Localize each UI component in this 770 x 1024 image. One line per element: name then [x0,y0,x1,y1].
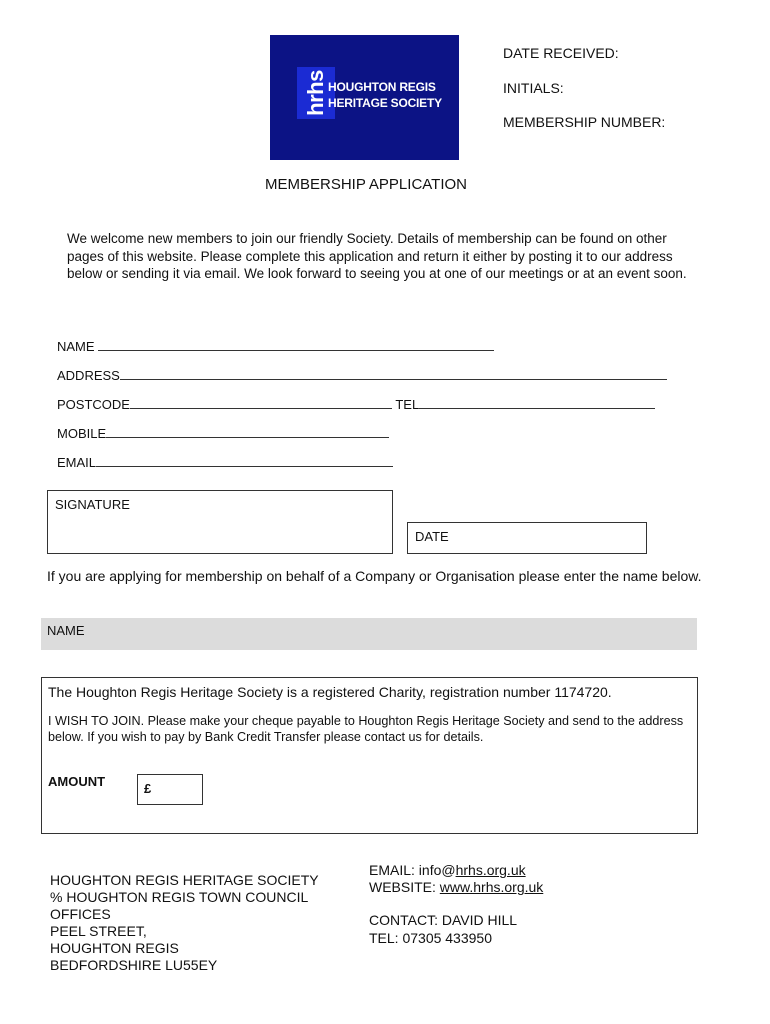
logo-text [328,79,442,111]
address-label: ADDRESS [57,368,120,383]
address-line[interactable] [120,367,667,380]
amount-field[interactable] [137,774,203,805]
logo-line-1: HOUGHTON REGIS [328,80,436,94]
email-line[interactable] [96,454,393,467]
company-note: If you are applying for membership on behalf of a Company or Organisation please enter the name below. [47,568,702,584]
email-link[interactable]: hrhs.org.uk [455,862,526,878]
postcode-field[interactable] [57,396,655,412]
wish-text: I WISH TO JOIN. Please make your cheque payable to Houghton Regis Heritage Society and send to the address below. If you wish to pay by Bank Credit Transfer please contact us for details. [48,714,684,744]
address-field[interactable] [57,367,667,383]
date-received-label: DATE RECEIVED: [503,45,619,61]
address-line: HOUGHTON REGIS [50,940,179,956]
email-label: EMAIL [57,455,97,470]
address-line: OFFICES [50,906,111,922]
address-line: % HOUGHTON REGIS TOWN COUNCIL [50,889,309,905]
company-name-field[interactable] [41,618,697,650]
postcode-line[interactable] [130,396,392,409]
address-line: HOUGHTON REGIS HERITAGE SOCIETY [50,872,319,888]
page-title: MEMBERSHIP APPLICATION [265,176,467,193]
date-box[interactable] [407,522,647,554]
pound-symbol: £ [144,781,152,796]
name-line[interactable] [98,338,494,351]
contact-tel: TEL: 07305 433950 [369,930,492,946]
email-prefix: EMAIL: info@ [369,862,456,878]
membership-number-label: MEMBERSHIP NUMBER: [503,114,666,130]
contact-person: CONTACT: DAVID HILL [369,912,518,928]
postal-address [50,872,319,974]
date-label: DATE [415,529,449,544]
amount-label: AMOUNT [48,774,106,789]
name-label: NAME [57,339,95,354]
initials-label: INITIALS: [503,80,564,96]
signature-label: SIGNATURE [55,497,130,512]
tel-line[interactable] [419,396,655,409]
website-link[interactable]: www.hrhs.org.uk [439,879,544,895]
mobile-field[interactable] [57,425,389,441]
postcode-label: POSTCODE [57,397,130,412]
tel-label: TEL [395,397,420,412]
contact-website [369,879,543,896]
contact-email [369,862,526,879]
society-logo [270,35,459,160]
join-box [41,677,698,834]
website-prefix: WEBSITE: [369,879,440,895]
mobile-line[interactable] [106,425,389,438]
email-field[interactable] [57,454,393,470]
logo-line-2: HERITAGE SOCIETY [328,96,442,110]
logo-mark-text: hrhs [303,70,328,116]
address-line: PEEL STREET, [50,923,147,939]
company-name-label: NAME [47,623,85,638]
name-field[interactable] [57,338,494,354]
intro-text: We welcome new members to join our friendly Society. Details of membership can be found on other pages of this website. Please complete this application and return it either by posting it to our address below or sending it via email. We look forward to seeing you at one of our meetings or at an event soon. [67,231,687,281]
signature-box[interactable] [47,490,393,554]
charity-text: The Houghton Regis Heritage Society is a registered Charity, registration number 1174720. [48,684,612,700]
mobile-label: MOBILE [57,426,107,441]
address-line: BEDFORDSHIRE LU55EY [50,957,218,973]
